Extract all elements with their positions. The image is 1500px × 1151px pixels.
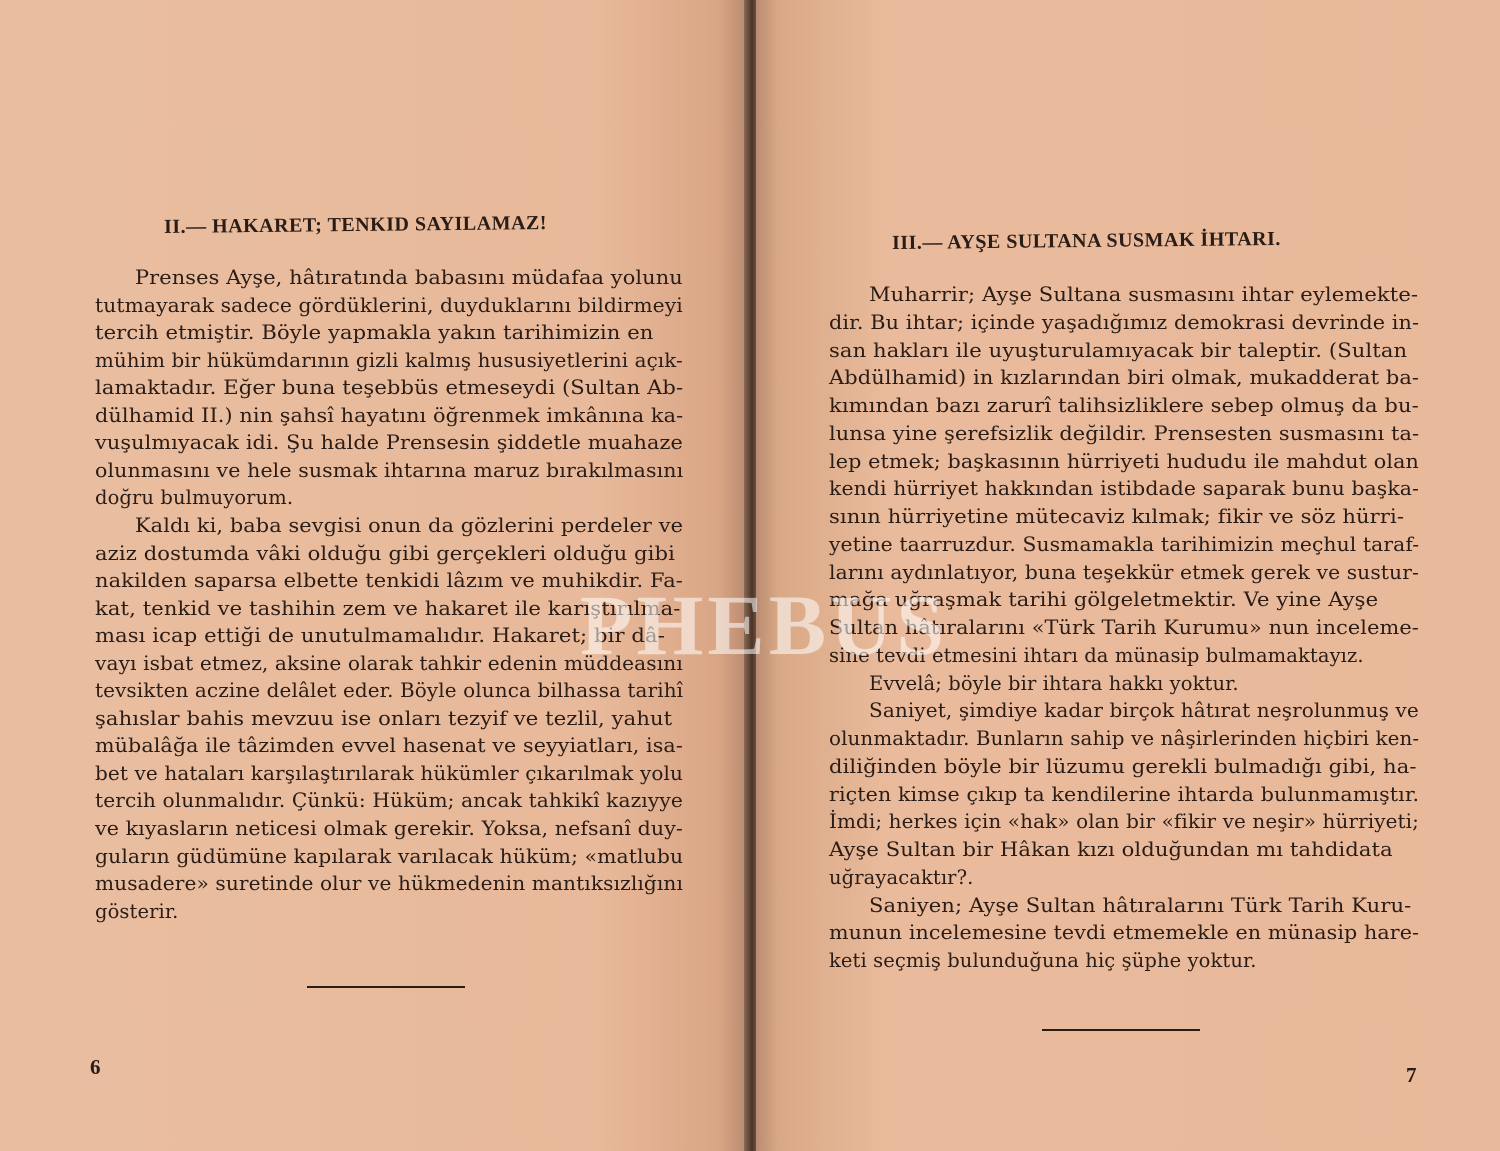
text-line: kımından bazı zarurî talihsizliklere sebep olmuş da bu- [829, 394, 1419, 417]
text-line: yetine taarruzdur. Susmamakla tarihimizin meçhul taraf- [829, 532, 1420, 556]
left-end-rule [307, 986, 465, 988]
text-line: şahıslar bahis mevzuu ise onları tezyif ve tezlil, yahut [95, 706, 673, 730]
text-line: diliğinden böyle bir lüzumu gerekli bulmadığı gibi, ha- [829, 754, 1417, 778]
text-line: ması icap ettiği de unutulmamalıdır. Hakaret; bir dâ- [95, 624, 665, 648]
text-line: riçten kimse çıkıp ta kendilerine ihtarda bulunmamıştır. [829, 782, 1420, 806]
text-line: dir. Bu ihtar; içinde yaşadığımız demokrasi devrinde in- [829, 310, 1420, 334]
text-line: sine tevdi etmesini ihtarı da münasip bulmamaktayız. [829, 643, 1364, 667]
text-line: nakilden saparsa elbette tenkidi lâzım ve muhikdir. Fa- [95, 569, 683, 593]
text-line: olunmasını ve hele susmak ihtarına maruz bırakılmasını [95, 458, 684, 482]
text-line: aziz dostumda vâki olduğu gibi gerçekleri olduğu gibi [95, 541, 675, 565]
text-line: lamaktadır. Eğer buna teşebbüs etmeseydi (Sultan Ab- [95, 376, 684, 400]
text-line: Prenses Ayşe, hâtıratında babasını müdafaa yolunu [135, 266, 683, 289]
text-line: munun incelemesine tevdi etmemekle en münasip hare- [829, 921, 1420, 945]
watermark: PHEBUS [580, 577, 949, 673]
text-line: sının hürriyetine mütecaviz kılmak; fikir ve söz hürri- [829, 505, 1405, 528]
text-line: tutmayarak sadece gördüklerini, duyduklarını bildirmeyi [95, 293, 683, 317]
text-line: lep etmek; başkasının hürriyeti hududu ile mahdut olan [829, 449, 1420, 473]
text-line: guların güdümüne kapılarak varılacak hüküm; «matlubu [95, 844, 684, 868]
text-line: Ayşe Sultan bir Hâkan kızı olduğundan mı tahdidata [829, 838, 1393, 861]
text-line: Sultan hâtıralarını «Türk Tarih Kurumu» nun inceleme- [829, 616, 1419, 639]
text-line: vuşulmıyacak idi. Şu halde Prensesin şiddetle muahaze [95, 431, 683, 455]
text-line: uğrayacaktır?. [829, 865, 974, 889]
right-page-number: 7 [1406, 1063, 1417, 1087]
text-line: larını aydınlatıyor, buna teşekkür etmek gerek ve sustur- [829, 560, 1419, 584]
text-line: kendi hürriyet hakkından istibdade saparak bunu başka- [829, 477, 1420, 501]
text-line: Muharrir; Ayşe Sultana susmasını ihtar eylemekte- [869, 283, 1419, 306]
text-line: dülhamid II.) nin şahsî hayatını öğrenmek imkânına ka- [95, 403, 684, 427]
text-line: İmdi; herkes için «hak» olan bir «fikir ve neşir» hürriyeti; [829, 810, 1420, 834]
text-line: san hakları ile uyuşturulamıyacak bir taleptir. (Sultan [829, 338, 1408, 362]
text-line: mühim bir hükümdarının gizli kalmış hususiyetlerini açık- [95, 348, 683, 372]
text-line: doğru bulmuyorum. [95, 486, 294, 510]
text-line: kat, tenkid ve tashihin zem ve hakaret ile karıştırılma- [95, 596, 681, 620]
text-line: tercih olunmalıdır. Çünkü: Hüküm; ancak tahkikî kazıyye [95, 789, 683, 813]
text-line: bet ve hataları karşılaştırılarak hükümler çıkarılmak yolu [95, 761, 684, 785]
text-line: olunmaktadır. Bunların sahip ve nâşirlerinden hiçbiri ken- [829, 727, 1420, 750]
text-line: vayı isbat etmez, aksine olarak tahkir edenin müddeasını [95, 651, 683, 675]
text-line: lunsa yine şerefsizlik değildir. Prensesten susmasını ta- [829, 421, 1420, 445]
left-page-number: 6 [90, 1055, 101, 1079]
text-line: Abdülhamid) in kızlarından biri olmak, mukadderat ba- [829, 366, 1420, 390]
text-line: tercih etmiştir. Böyle yapmakla yakın tarihimizin en [95, 321, 654, 345]
text-line: Kaldı ki, baba sevgisi onun da gözlerini perdeler ve [135, 513, 684, 537]
text-line: Saniyet, şimdiye kadar birçok hâtırat neşrolunmuş ve [869, 699, 1419, 723]
text-line: Saniyen; Ayşe Sultan hâtıralarını Türk Tarih Kuru- [869, 893, 1412, 917]
left-heading: II.— HAKARET; TENKID SAYILAMAZ! [163, 211, 548, 239]
text-line: gösterir. [95, 899, 179, 923]
right-end-rule [1042, 1029, 1200, 1031]
text-line: keti seçmiş bulunduğuna hiç şüphe yoktur. [829, 949, 1257, 972]
text-line: mağa uğraşmak tarihi gölgeletmektir. Ve yine Ayşe [829, 588, 1379, 612]
text-line: ve kıyasların neticesi olmak gerekir. Yoksa, nefsanî duy- [95, 817, 683, 840]
text-line: Evvelâ; böyle bir ihtara hakkı yoktur. [869, 671, 1239, 695]
text-line: musadere» suretinde olur ve hükmedenin mantıksızlığını [95, 872, 684, 896]
text-line: mübalâğa ile tâzimden evvel hasenat ve seyyiatları, isa- [95, 734, 683, 758]
text-line: tevsikten aczine delâlet eder. Böyle olunca bilhassa tarihî [95, 679, 684, 703]
right-heading: III.— AYŞE SULTANA SUSMAK İHTARI. [891, 227, 1281, 255]
